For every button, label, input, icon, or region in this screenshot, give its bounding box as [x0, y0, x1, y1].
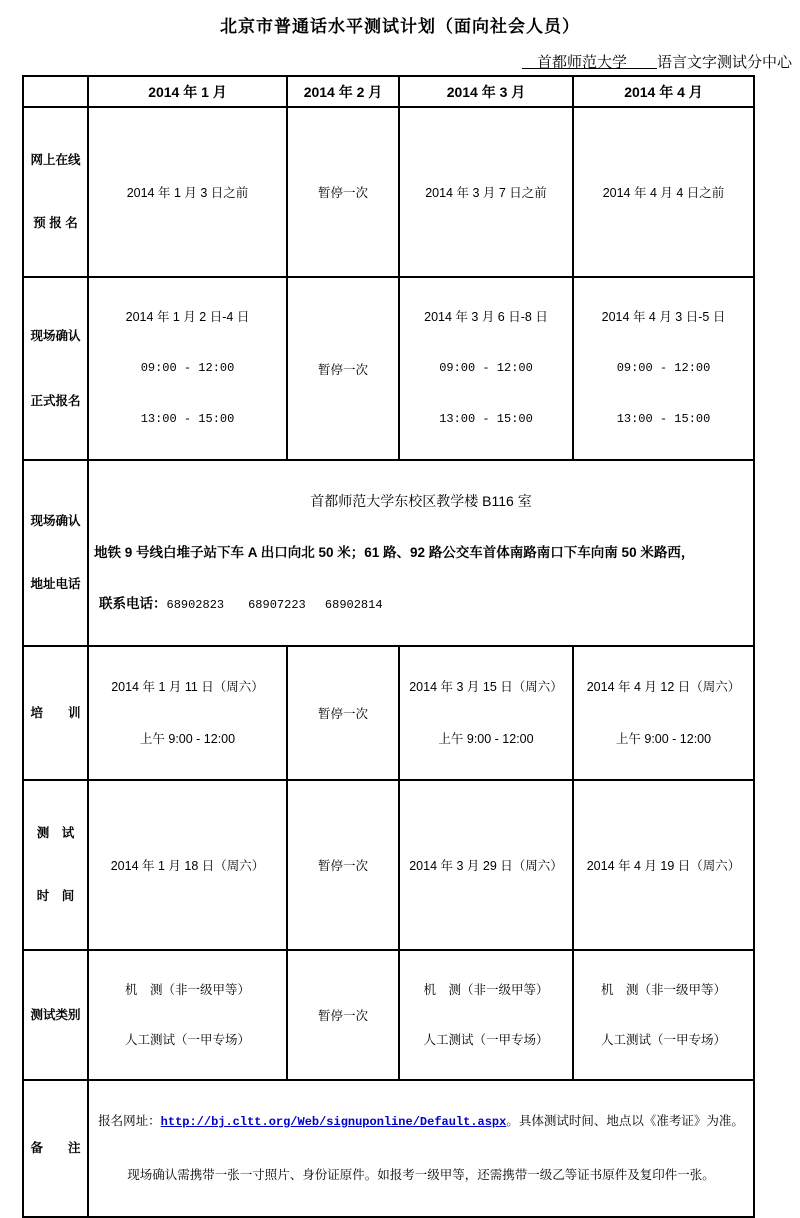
- notes-url-prefix: 报名网址：: [98, 1114, 161, 1128]
- row-onsite-registration: [23, 277, 754, 460]
- label-line: 网上在线: [30, 153, 81, 167]
- row-test-time: [23, 780, 754, 950]
- row-label-address-phone: [23, 460, 88, 646]
- cell-address: [88, 460, 754, 646]
- testtype-line: 人工测试（一甲专场）: [124, 1033, 250, 1047]
- label-line: 地址电话: [30, 577, 81, 591]
- onsite-time-pm: 13:00 - 15:00: [439, 412, 533, 426]
- onsite-time-am: 09:00 - 12:00: [439, 361, 533, 375]
- cell-onsite-jan: [88, 277, 287, 460]
- row-test-type: [23, 950, 754, 1080]
- cell-notes: [88, 1080, 754, 1217]
- cell-testtime-apr: 2014 年 4 月 19 日（周六）: [573, 780, 754, 950]
- page-title: 北京市普通话水平测试计划（面向社会人员）: [220, 17, 580, 36]
- training-date: 2014 年 1 月 11 日（周六）: [111, 680, 264, 694]
- row-address-phone: [23, 460, 754, 646]
- training-date: 2014 年 4 月 12 日（周六）: [586, 680, 741, 694]
- label-line: 预 报 名: [33, 216, 78, 230]
- label-line: 测 试: [36, 826, 75, 840]
- test-schedule-table: [22, 75, 755, 1218]
- phone-label: 联系电话：: [99, 596, 167, 611]
- cell-onsite-apr: [573, 277, 754, 460]
- address-building: 首都师范大学东校区教学楼 B116 室: [310, 493, 532, 509]
- cell-testtype-apr: [573, 950, 754, 1080]
- cell-prereg-apr: 2014 年 4 月 4 日之前: [573, 107, 754, 277]
- onsite-time-am: 09:00 - 12:00: [140, 361, 235, 375]
- testtype-line: 人工测试（一甲专场）: [423, 1033, 549, 1047]
- address-directions: 地铁 9 号线白堆子站下车 A 出口向北 50 米；61 路、92 路公交车首体南路南口下车向南 50 米路西，: [94, 545, 695, 560]
- notes-line-documents: 现场确认需携带一张一寸照片、身份证原件。如报考一级甲等，还需携带一级乙等证书原件及复印件一张。: [127, 1168, 715, 1182]
- notes-line-signup: [89, 1109, 753, 1135]
- label-line: 正式报名: [30, 393, 81, 408]
- onsite-date: 2014 年 3 月 6 日-8 日: [424, 310, 548, 324]
- onsite-date: 2014 年 1 月 2 日-4 日: [125, 310, 250, 324]
- cell-testtype-feb: 暂停一次: [287, 950, 399, 1080]
- row-label-test-time: [23, 780, 88, 950]
- onsite-date: 2014 年 4 月 3 日-5 日: [601, 310, 726, 324]
- training-time: 上午 9:00 - 12:00: [615, 732, 712, 746]
- row-online-prereg: [23, 107, 754, 277]
- onsite-time-pm: 13:00 - 15:00: [616, 412, 711, 426]
- month-header-mar: 2014 年 3 月: [399, 76, 573, 107]
- testtype-line: 人工测试（一甲专场）: [600, 1033, 726, 1047]
- cell-testtime-jan: 2014 年 1 月 18 日（周六）: [88, 780, 287, 950]
- cell-testtype-mar: [399, 950, 573, 1080]
- signup-url-link[interactable]: http://bj.cltt.org/Web/signuponline/Default.aspx: [160, 1115, 507, 1129]
- header-row: [23, 76, 754, 107]
- notes-url-suffix: 。具体测试时间、地点以《准考证》为准。: [506, 1114, 744, 1128]
- cell-prereg-feb: 暂停一次: [287, 107, 399, 277]
- phone-numbers: 68902823 68907223 68902814: [166, 598, 383, 612]
- cell-testtype-jan: [88, 950, 287, 1080]
- training-date: 2014 年 3 月 15 日（周六）: [409, 680, 563, 694]
- row-label-notes: 备 注: [23, 1080, 88, 1217]
- corner-cell: [23, 76, 88, 107]
- cell-onsite-mar: [399, 277, 573, 460]
- cell-training-feb: 暂停一次: [287, 646, 399, 780]
- row-training: [23, 646, 754, 780]
- row-label-test-type: 测试类别: [23, 950, 88, 1080]
- label-line: 时 间: [36, 889, 75, 903]
- subtitle-center-name: 语言文字测试分中心: [656, 54, 792, 71]
- month-header-apr: 2014 年 4 月: [573, 76, 754, 107]
- label-line: 现场确认: [30, 328, 81, 343]
- row-notes: [23, 1080, 754, 1217]
- training-time: 上午 9:00 - 12:00: [139, 732, 236, 746]
- row-label-online-prereg: [23, 107, 88, 277]
- cell-testtime-feb: 暂停一次: [287, 780, 399, 950]
- cell-prereg-jan: 2014 年 1 月 3 日之前: [88, 107, 287, 277]
- month-header-feb: 2014 年 2 月: [287, 76, 399, 107]
- row-label-training: 培 训: [23, 646, 88, 780]
- cell-onsite-feb: 暂停一次: [287, 277, 399, 460]
- cell-testtime-mar: 2014 年 3 月 29 日（周六）: [399, 780, 573, 950]
- cell-training-apr: [573, 646, 754, 780]
- row-label-onsite-registration: [23, 277, 88, 460]
- testtype-line: 机 测（非一级甲等）: [600, 983, 726, 997]
- training-time: 上午 9:00 - 12:00: [438, 732, 534, 746]
- address-phones: [89, 592, 753, 617]
- cell-prereg-mar: 2014 年 3 月 7 日之前: [399, 107, 573, 277]
- cell-training-mar: [399, 646, 573, 780]
- onsite-time-pm: 13:00 - 15:00: [140, 412, 235, 426]
- testtype-line: 机 测（非一级甲等）: [423, 983, 549, 997]
- cell-training-jan: [88, 646, 287, 780]
- month-header-jan: 2014 年 1 月: [88, 76, 287, 107]
- subtitle-organization: 首都师范大学: [521, 54, 657, 71]
- onsite-time-am: 09:00 - 12:00: [616, 361, 711, 375]
- subtitle: [522, 51, 792, 72]
- testtype-line: 机 测（非一级甲等）: [124, 983, 250, 997]
- label-line: 现场确认: [30, 514, 81, 528]
